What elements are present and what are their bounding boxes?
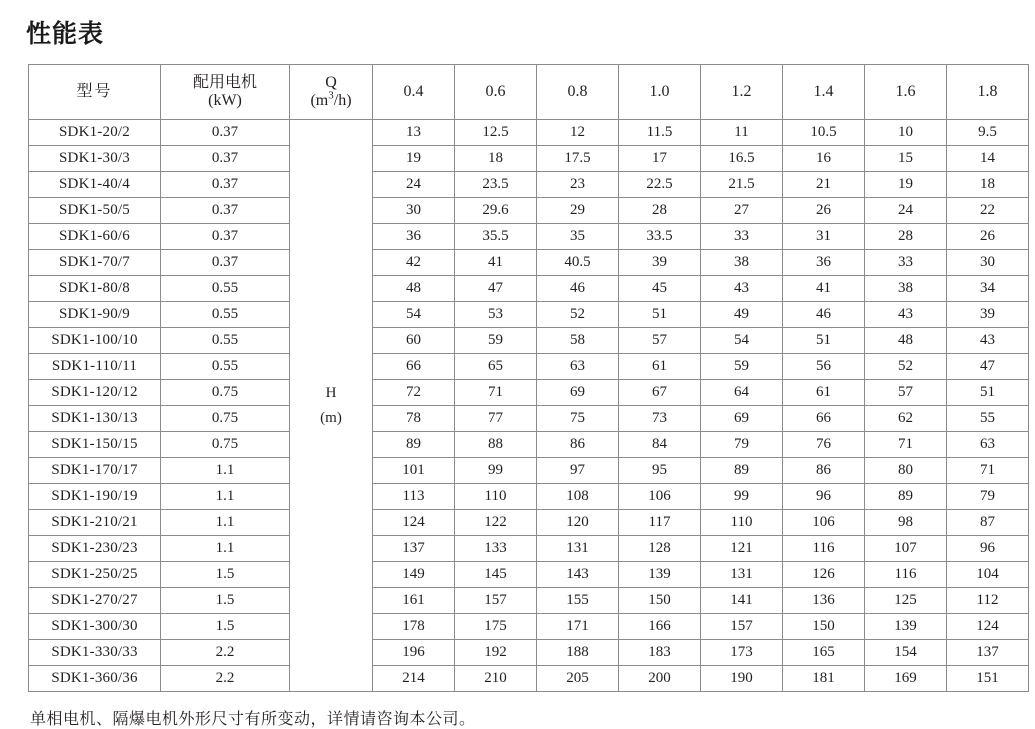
cell-head-value: 143 bbox=[537, 562, 619, 588]
cell-head-value: 24 bbox=[373, 172, 455, 198]
cell-model: SDK1-300/30 bbox=[29, 614, 161, 640]
cell-model: SDK1-250/25 bbox=[29, 562, 161, 588]
cell-head-value: 117 bbox=[619, 510, 701, 536]
cell-head-value: 33 bbox=[865, 250, 947, 276]
cell-head-value: 106 bbox=[783, 510, 865, 536]
cell-head-value: 22.5 bbox=[619, 172, 701, 198]
cell-motor: 0.55 bbox=[161, 276, 290, 302]
cell-motor: 0.55 bbox=[161, 354, 290, 380]
column-header-motor-line2: (kW) bbox=[208, 92, 242, 109]
column-header-flow-4: 1.2 bbox=[701, 65, 783, 120]
cell-head-value: 106 bbox=[619, 484, 701, 510]
cell-head-value: 38 bbox=[865, 276, 947, 302]
cell-head-value: 26 bbox=[947, 224, 1029, 250]
cell-head-value: 53 bbox=[455, 302, 537, 328]
cell-head-value: 79 bbox=[947, 484, 1029, 510]
cell-head-value: 9.5 bbox=[947, 120, 1029, 146]
table-row bbox=[29, 588, 1029, 614]
cell-head-value: 122 bbox=[455, 510, 537, 536]
cell-motor: 1.1 bbox=[161, 510, 290, 536]
cell-head-value: 18 bbox=[455, 146, 537, 172]
column-header-flow bbox=[290, 65, 373, 120]
cell-model: SDK1-80/8 bbox=[29, 276, 161, 302]
cell-head-value: 89 bbox=[373, 432, 455, 458]
cell-head-value: 19 bbox=[373, 146, 455, 172]
column-header-flow-3: 1.0 bbox=[619, 65, 701, 120]
cell-head-value: 214 bbox=[373, 666, 455, 692]
cell-head-value: 150 bbox=[783, 614, 865, 640]
cell-motor: 1.5 bbox=[161, 562, 290, 588]
cell-head-value: 16.5 bbox=[701, 146, 783, 172]
cell-model: SDK1-270/27 bbox=[29, 588, 161, 614]
cell-head-value: 124 bbox=[947, 614, 1029, 640]
cell-head-value: 16 bbox=[783, 146, 865, 172]
table-row bbox=[29, 120, 1029, 146]
cell-head-value: 79 bbox=[701, 432, 783, 458]
cell-model: SDK1-90/9 bbox=[29, 302, 161, 328]
cell-head-value: 99 bbox=[455, 458, 537, 484]
cell-head-value: 181 bbox=[783, 666, 865, 692]
cell-head-value: 41 bbox=[783, 276, 865, 302]
cell-head-value: 175 bbox=[455, 614, 537, 640]
cell-head-value: 21.5 bbox=[701, 172, 783, 198]
cell-head-value: 137 bbox=[947, 640, 1029, 666]
cell-head-value: 63 bbox=[537, 354, 619, 380]
cell-motor: 1.1 bbox=[161, 536, 290, 562]
cell-head-value: 19 bbox=[865, 172, 947, 198]
cell-head-value: 120 bbox=[537, 510, 619, 536]
cell-head-value: 107 bbox=[865, 536, 947, 562]
cell-head-value: 24 bbox=[865, 198, 947, 224]
cell-head-value: 62 bbox=[865, 406, 947, 432]
cell-head-value: 43 bbox=[947, 328, 1029, 354]
table-row bbox=[29, 640, 1029, 666]
cell-motor: 0.37 bbox=[161, 146, 290, 172]
cell-head-value: 30 bbox=[373, 198, 455, 224]
page-title: 性能表 bbox=[26, 20, 105, 48]
cell-head-value: 60 bbox=[373, 328, 455, 354]
cell-head-value: 51 bbox=[619, 302, 701, 328]
cell-head-value: 66 bbox=[783, 406, 865, 432]
cell-head-value: 87 bbox=[947, 510, 1029, 536]
table-row bbox=[29, 250, 1029, 276]
cell-head-value: 155 bbox=[537, 588, 619, 614]
cell-head-value: 76 bbox=[783, 432, 865, 458]
cell-head-value: 149 bbox=[373, 562, 455, 588]
cell-head-value: 48 bbox=[373, 276, 455, 302]
cell-motor: 1.5 bbox=[161, 614, 290, 640]
flow-unit-suffix: /h) bbox=[333, 92, 352, 109]
cell-head-value: 145 bbox=[455, 562, 537, 588]
cell-head-value: 116 bbox=[783, 536, 865, 562]
cell-head-value: 10.5 bbox=[783, 120, 865, 146]
cell-motor: 0.55 bbox=[161, 302, 290, 328]
cell-motor: 0.75 bbox=[161, 380, 290, 406]
cell-head-value: 28 bbox=[619, 198, 701, 224]
cell-head-value: 139 bbox=[865, 614, 947, 640]
cell-head-value: 14 bbox=[947, 146, 1029, 172]
cell-head-value: 210 bbox=[455, 666, 537, 692]
cell-head-value: 165 bbox=[783, 640, 865, 666]
performance-table bbox=[28, 64, 1029, 692]
cell-head-value: 39 bbox=[619, 250, 701, 276]
cell-head-value: 101 bbox=[373, 458, 455, 484]
cell-head-value: 51 bbox=[947, 380, 1029, 406]
cell-head-value: 121 bbox=[701, 536, 783, 562]
cell-head-value: 11 bbox=[701, 120, 783, 146]
cell-head-value: 84 bbox=[619, 432, 701, 458]
cell-head-value: 57 bbox=[619, 328, 701, 354]
cell-head-value: 137 bbox=[373, 536, 455, 562]
cell-head-value: 205 bbox=[537, 666, 619, 692]
column-header-flow-symbol: Q bbox=[325, 74, 337, 92]
cell-head-value: 157 bbox=[701, 614, 783, 640]
cell-head-value: 95 bbox=[619, 458, 701, 484]
cell-head-value: 71 bbox=[455, 380, 537, 406]
cell-head-value: 26 bbox=[783, 198, 865, 224]
cell-motor: 0.37 bbox=[161, 120, 290, 146]
cell-head-value: 73 bbox=[619, 406, 701, 432]
cell-head-value: 35 bbox=[537, 224, 619, 250]
head-symbol: H bbox=[325, 384, 337, 401]
cell-head-value: 96 bbox=[783, 484, 865, 510]
cell-head-value: 55 bbox=[947, 406, 1029, 432]
cell-motor: 0.75 bbox=[161, 406, 290, 432]
cell-head-value: 97 bbox=[537, 458, 619, 484]
cell-head-value: 61 bbox=[783, 380, 865, 406]
cell-head-value: 99 bbox=[701, 484, 783, 510]
cell-head-value: 47 bbox=[455, 276, 537, 302]
cell-head-value: 86 bbox=[537, 432, 619, 458]
cell-model: SDK1-70/7 bbox=[29, 250, 161, 276]
cell-head-value: 23 bbox=[537, 172, 619, 198]
cell-motor: 2.2 bbox=[161, 666, 290, 692]
cell-model: SDK1-60/6 bbox=[29, 224, 161, 250]
table-row bbox=[29, 458, 1029, 484]
cell-head-value: 33.5 bbox=[619, 224, 701, 250]
table-row bbox=[29, 354, 1029, 380]
column-header-flow-1: 0.6 bbox=[455, 65, 537, 120]
cell-head-value: 59 bbox=[701, 354, 783, 380]
cell-head-value: 183 bbox=[619, 640, 701, 666]
cell-motor: 0.37 bbox=[161, 198, 290, 224]
cell-model: SDK1-100/10 bbox=[29, 328, 161, 354]
column-header-motor-line1: 配用电机 bbox=[192, 74, 257, 92]
cell-head-value: 131 bbox=[537, 536, 619, 562]
cell-head-value: 54 bbox=[701, 328, 783, 354]
cell-head-value: 75 bbox=[537, 406, 619, 432]
column-header-flow-6: 1.6 bbox=[865, 65, 947, 120]
table-row bbox=[29, 380, 1029, 406]
cell-head-value: 59 bbox=[455, 328, 537, 354]
cell-head-value: 41 bbox=[455, 250, 537, 276]
cell-head-value: 154 bbox=[865, 640, 947, 666]
cell-head-value: 38 bbox=[701, 250, 783, 276]
cell-head-value: 71 bbox=[865, 432, 947, 458]
cell-head-value: 11.5 bbox=[619, 120, 701, 146]
cell-head-value: 113 bbox=[373, 484, 455, 510]
cell-head-value: 49 bbox=[701, 302, 783, 328]
cell-model: SDK1-150/15 bbox=[29, 432, 161, 458]
cell-head-value: 56 bbox=[783, 354, 865, 380]
footnote: 单相电机、隔爆电机外形尺寸有所变动，详情请咨询本公司。 bbox=[30, 711, 476, 728]
cell-head-value: 72 bbox=[373, 380, 455, 406]
flow-unit-prefix: (m bbox=[310, 92, 329, 109]
cell-head-value: 52 bbox=[537, 302, 619, 328]
column-header-motor bbox=[161, 65, 290, 120]
cell-head-value: 46 bbox=[537, 276, 619, 302]
cell-model: SDK1-110/11 bbox=[29, 354, 161, 380]
cell-head-value: 30 bbox=[947, 250, 1029, 276]
cell-motor: 1.5 bbox=[161, 588, 290, 614]
cell-head-value: 57 bbox=[865, 380, 947, 406]
cell-model: SDK1-30/3 bbox=[29, 146, 161, 172]
table-row bbox=[29, 536, 1029, 562]
cell-head-value: 110 bbox=[701, 510, 783, 536]
cell-motor: 0.37 bbox=[161, 172, 290, 198]
cell-head-value: 43 bbox=[865, 302, 947, 328]
cell-head-value: 13 bbox=[373, 120, 455, 146]
cell-head-value: 131 bbox=[701, 562, 783, 588]
cell-head-value: 39 bbox=[947, 302, 1029, 328]
cell-motor: 0.75 bbox=[161, 432, 290, 458]
table-header bbox=[29, 65, 1029, 120]
cell-head-label bbox=[290, 120, 373, 692]
cell-head-value: 33 bbox=[701, 224, 783, 250]
cell-head-value: 65 bbox=[455, 354, 537, 380]
cell-head-value: 31 bbox=[783, 224, 865, 250]
cell-head-value: 10 bbox=[865, 120, 947, 146]
cell-head-value: 108 bbox=[537, 484, 619, 510]
cell-head-value: 96 bbox=[947, 536, 1029, 562]
cell-head-value: 17 bbox=[619, 146, 701, 172]
column-header-flow-2: 0.8 bbox=[537, 65, 619, 120]
cell-head-value: 64 bbox=[701, 380, 783, 406]
cell-motor: 1.1 bbox=[161, 484, 290, 510]
cell-head-value: 28 bbox=[865, 224, 947, 250]
cell-model: SDK1-20/2 bbox=[29, 120, 161, 146]
cell-head-value: 141 bbox=[701, 588, 783, 614]
cell-head-value: 58 bbox=[537, 328, 619, 354]
cell-head-value: 124 bbox=[373, 510, 455, 536]
cell-head-value: 200 bbox=[619, 666, 701, 692]
cell-head-value: 36 bbox=[783, 250, 865, 276]
cell-head-value: 12.5 bbox=[455, 120, 537, 146]
cell-model: SDK1-50/5 bbox=[29, 198, 161, 224]
cell-head-value: 67 bbox=[619, 380, 701, 406]
column-header-flow-5: 1.4 bbox=[783, 65, 865, 120]
cell-head-value: 89 bbox=[865, 484, 947, 510]
table-row bbox=[29, 224, 1029, 250]
cell-head-value: 42 bbox=[373, 250, 455, 276]
table-row bbox=[29, 172, 1029, 198]
table-row bbox=[29, 562, 1029, 588]
cell-head-value: 47 bbox=[947, 354, 1029, 380]
cell-head-value: 71 bbox=[947, 458, 1029, 484]
head-unit: (m) bbox=[320, 409, 342, 426]
cell-head-value: 112 bbox=[947, 588, 1029, 614]
cell-model: SDK1-360/36 bbox=[29, 666, 161, 692]
cell-motor: 2.2 bbox=[161, 640, 290, 666]
flow-unit-exponent: 3 bbox=[328, 89, 334, 102]
cell-head-value: 23.5 bbox=[455, 172, 537, 198]
table-body bbox=[29, 120, 1029, 692]
cell-head-value: 178 bbox=[373, 614, 455, 640]
table-row bbox=[29, 432, 1029, 458]
cell-head-value: 43 bbox=[701, 276, 783, 302]
cell-head-value: 36 bbox=[373, 224, 455, 250]
cell-head-value: 35.5 bbox=[455, 224, 537, 250]
cell-head-value: 45 bbox=[619, 276, 701, 302]
cell-head-value: 66 bbox=[373, 354, 455, 380]
cell-head-value: 34 bbox=[947, 276, 1029, 302]
cell-head-value: 151 bbox=[947, 666, 1029, 692]
cell-head-value: 69 bbox=[701, 406, 783, 432]
cell-head-value: 161 bbox=[373, 588, 455, 614]
cell-head-value: 29 bbox=[537, 198, 619, 224]
cell-head-value: 15 bbox=[865, 146, 947, 172]
cell-head-value: 190 bbox=[701, 666, 783, 692]
cell-head-value: 17.5 bbox=[537, 146, 619, 172]
table-row bbox=[29, 146, 1029, 172]
cell-head-value: 63 bbox=[947, 432, 1029, 458]
table-row bbox=[29, 666, 1029, 692]
cell-model: SDK1-210/21 bbox=[29, 510, 161, 536]
cell-motor: 0.55 bbox=[161, 328, 290, 354]
cell-head-value: 188 bbox=[537, 640, 619, 666]
table-row bbox=[29, 302, 1029, 328]
cell-motor: 1.1 bbox=[161, 458, 290, 484]
cell-model: SDK1-330/33 bbox=[29, 640, 161, 666]
cell-head-value: 78 bbox=[373, 406, 455, 432]
cell-head-value: 12 bbox=[537, 120, 619, 146]
cell-head-value: 150 bbox=[619, 588, 701, 614]
cell-motor: 0.37 bbox=[161, 250, 290, 276]
cell-head-value: 18 bbox=[947, 172, 1029, 198]
cell-head-value: 40.5 bbox=[537, 250, 619, 276]
cell-head-value: 171 bbox=[537, 614, 619, 640]
cell-head-value: 77 bbox=[455, 406, 537, 432]
table-row bbox=[29, 276, 1029, 302]
cell-head-value: 29.6 bbox=[455, 198, 537, 224]
cell-head-value: 133 bbox=[455, 536, 537, 562]
cell-head-value: 80 bbox=[865, 458, 947, 484]
cell-head-value: 104 bbox=[947, 562, 1029, 588]
column-header-flow-0: 0.4 bbox=[373, 65, 455, 120]
cell-head-value: 21 bbox=[783, 172, 865, 198]
cell-head-value: 48 bbox=[865, 328, 947, 354]
cell-model: SDK1-170/17 bbox=[29, 458, 161, 484]
cell-motor: 0.37 bbox=[161, 224, 290, 250]
table-row bbox=[29, 614, 1029, 640]
table-row bbox=[29, 510, 1029, 536]
cell-model: SDK1-230/23 bbox=[29, 536, 161, 562]
cell-model: SDK1-190/19 bbox=[29, 484, 161, 510]
cell-head-value: 139 bbox=[619, 562, 701, 588]
cell-head-value: 166 bbox=[619, 614, 701, 640]
cell-head-value: 54 bbox=[373, 302, 455, 328]
cell-head-value: 22 bbox=[947, 198, 1029, 224]
cell-head-value: 61 bbox=[619, 354, 701, 380]
cell-head-value: 69 bbox=[537, 380, 619, 406]
table-header-row bbox=[29, 65, 1029, 120]
cell-head-value: 126 bbox=[783, 562, 865, 588]
cell-head-value: 136 bbox=[783, 588, 865, 614]
cell-head-value: 52 bbox=[865, 354, 947, 380]
table-row bbox=[29, 406, 1029, 432]
cell-head-value: 98 bbox=[865, 510, 947, 536]
cell-head-value: 46 bbox=[783, 302, 865, 328]
cell-head-value: 110 bbox=[455, 484, 537, 510]
cell-head-value: 173 bbox=[701, 640, 783, 666]
cell-model: SDK1-130/13 bbox=[29, 406, 161, 432]
cell-head-value: 27 bbox=[701, 198, 783, 224]
column-header-model: 型号 bbox=[29, 65, 161, 120]
cell-model: SDK1-40/4 bbox=[29, 172, 161, 198]
cell-head-value: 88 bbox=[455, 432, 537, 458]
cell-head-value: 169 bbox=[865, 666, 947, 692]
table-row bbox=[29, 198, 1029, 224]
cell-head-value: 86 bbox=[783, 458, 865, 484]
table-row bbox=[29, 328, 1029, 354]
table-row bbox=[29, 484, 1029, 510]
cell-head-value: 192 bbox=[455, 640, 537, 666]
cell-head-value: 116 bbox=[865, 562, 947, 588]
cell-head-value: 128 bbox=[619, 536, 701, 562]
cell-head-value: 196 bbox=[373, 640, 455, 666]
column-header-flow-unit bbox=[290, 89, 372, 110]
cell-model: SDK1-120/12 bbox=[29, 380, 161, 406]
cell-head-value: 51 bbox=[783, 328, 865, 354]
cell-head-value: 157 bbox=[455, 588, 537, 614]
column-header-flow-7: 1.8 bbox=[947, 65, 1029, 120]
cell-head-value: 89 bbox=[701, 458, 783, 484]
cell-head-value: 125 bbox=[865, 588, 947, 614]
